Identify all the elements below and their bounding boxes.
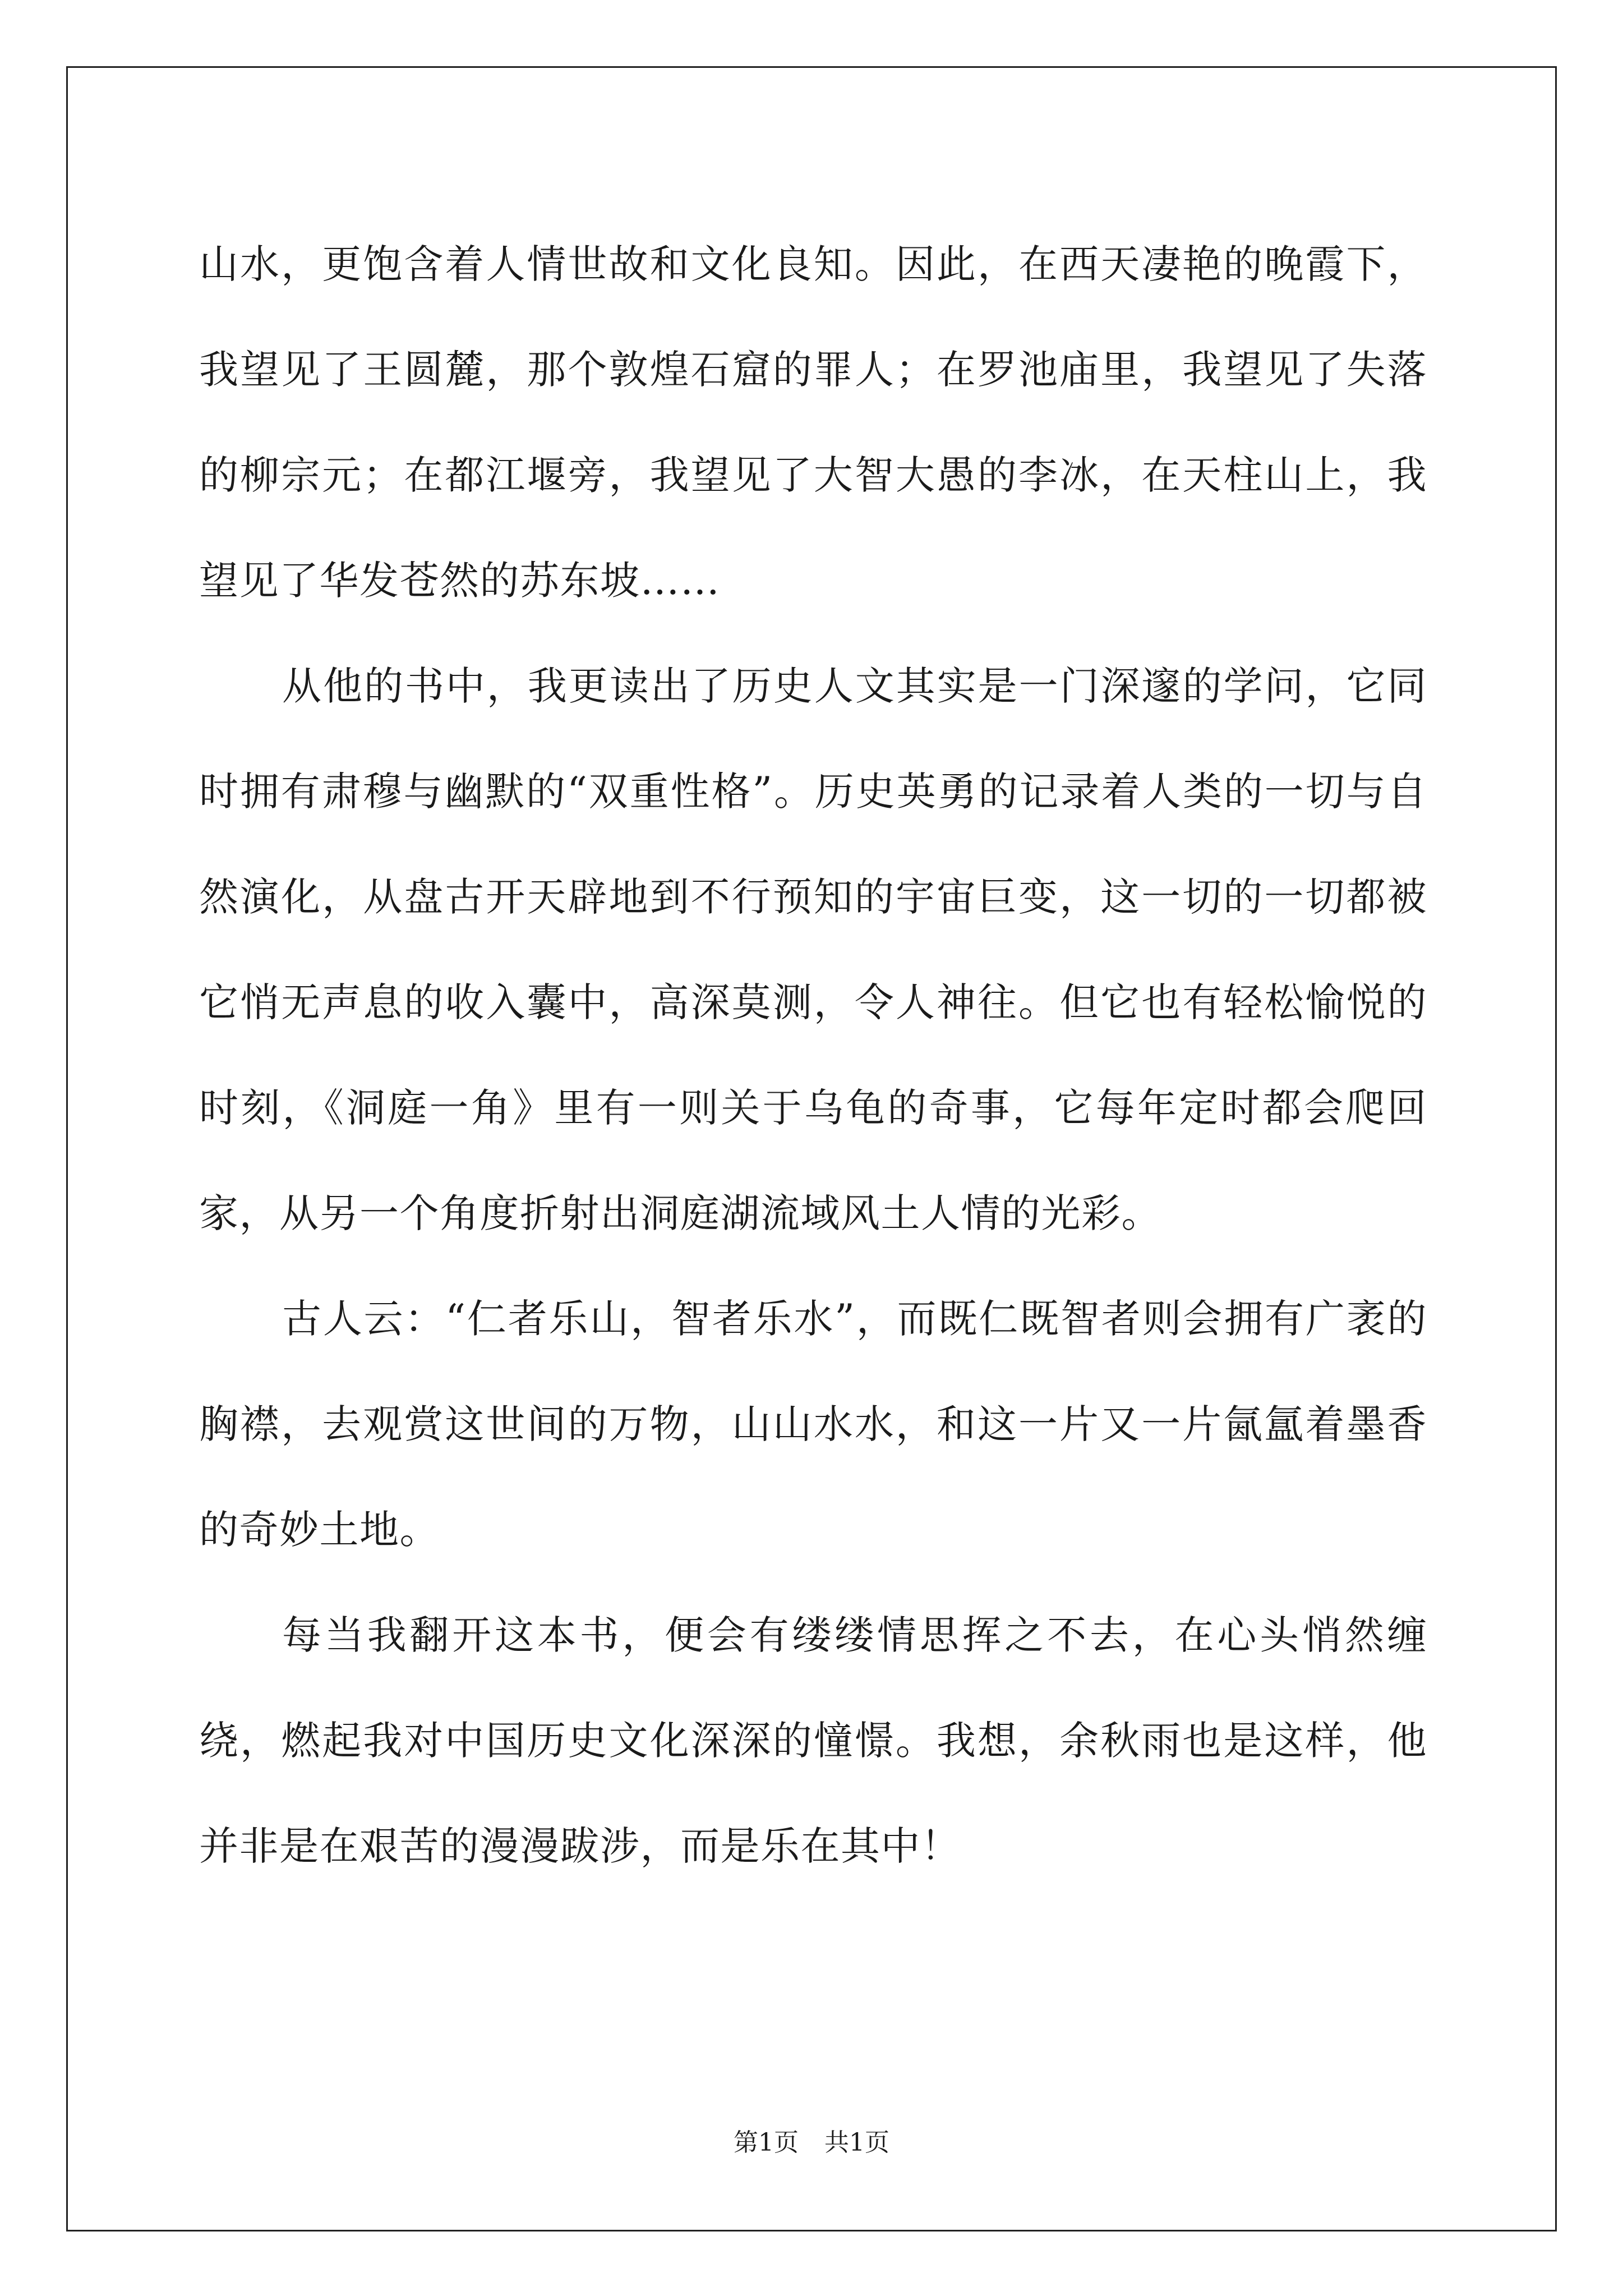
document-body xyxy=(199,211,1427,1899)
page-total: 共1页 xyxy=(824,2128,889,2157)
paragraph: 从他的书中，我更读出了历史人文其实是一门深邃的学问，它同时拥有肃穆与幽默的“双重性格”。历史英勇的记录着人类的一切与自然演化，从盘古开天辟地到不行预知的宇宙巨变，这一切的一切都被它悄无声息的收入囊中，高深莫测，令人神往。但它也有轻松愉悦的时刻，《洞庭一角》里有一则关于乌龟的奇事，它每年定时都会爬回家，从另一个角度折射出洞庭湖流域风土人情的光彩。 xyxy=(199,663,1427,1236)
page-number: 第1页 xyxy=(734,2128,799,2157)
paragraph: 古人云：“仁者乐山，智者乐水”，而既仁既智者则会拥有广袤的胸襟，去观赏这世间的万物，山山水水，和这一片又一片氤氲着墨香的奇妙土地。 xyxy=(199,1296,1427,1553)
paragraph-continuation: 山水，更饱含着人情世故和文化良知。因此，在西天凄艳的晚霞下，我望见了王圆麓，那个敦煌石窟的罪人；在罗池庙里，我望见了失落的柳宗元；在都江堰旁，我望见了大智大愚的李冰，在天柱山上，我望见了华发苍然的苏东坡…… xyxy=(199,241,1427,604)
paragraph: 每当我翻开这本书，便会有缕缕情思挥之不去，在心头悄然缠绕，燃起我对中国历史文化深深的憧憬。我想，余秋雨也是这样，他并非是在艰苦的漫漫跋涉，而是乐在其中！ xyxy=(199,1612,1427,1869)
page-footer xyxy=(0,2126,1623,2160)
